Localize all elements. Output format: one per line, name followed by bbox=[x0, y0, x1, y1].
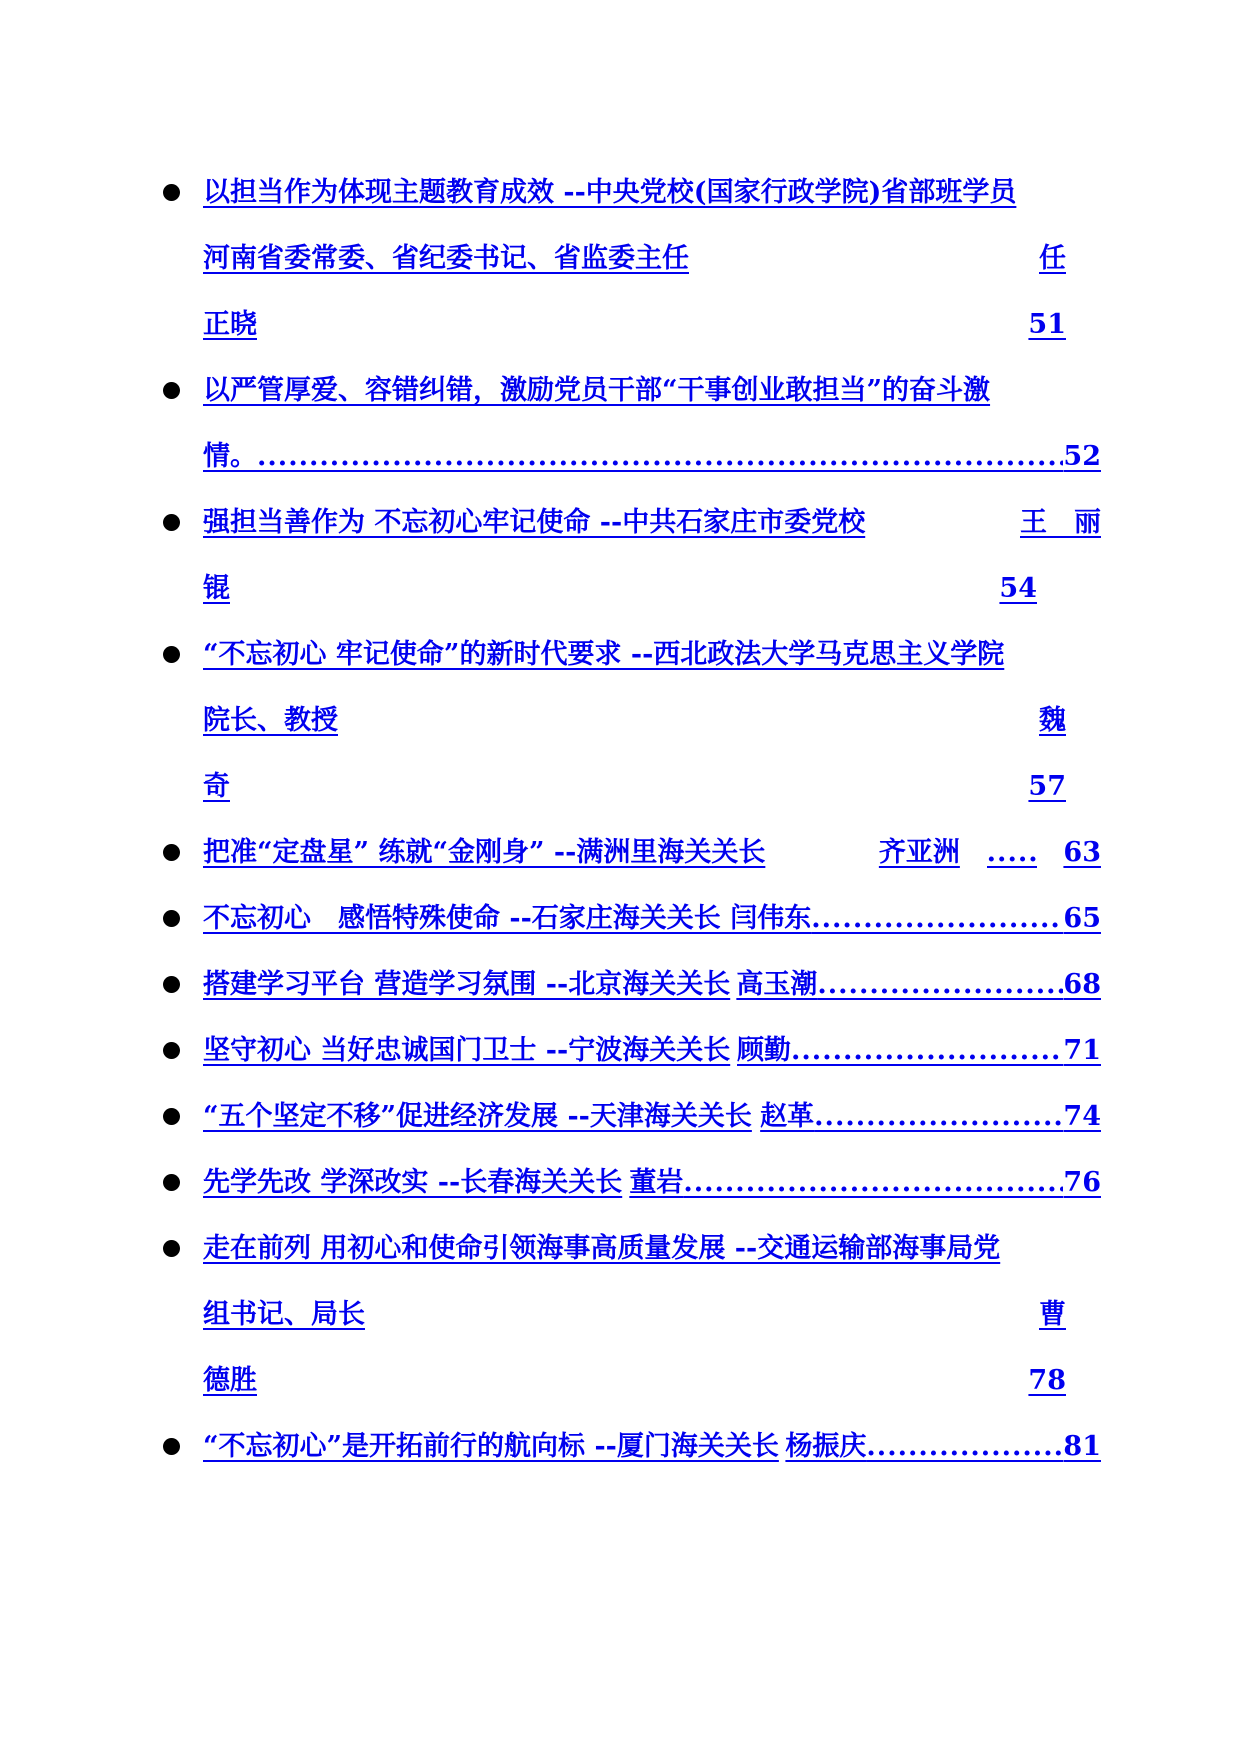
toc-author: 锟 bbox=[203, 573, 230, 604]
toc-link-text[interactable]: 走在前列 用初心和使命引领海事高质量发展 --交通运输部海事局党 bbox=[203, 1233, 1001, 1264]
bullet-icon bbox=[163, 1174, 180, 1191]
toc-text: 院长、教授 bbox=[203, 705, 338, 736]
bullet-icon bbox=[163, 1240, 180, 1257]
toc-author: 顾勤 bbox=[737, 1035, 791, 1066]
toc-author: 魏 bbox=[1039, 705, 1066, 736]
toc-leader bbox=[817, 952, 1063, 1018]
toc-author: 高玉潮 bbox=[736, 969, 818, 1000]
bullet-icon bbox=[163, 1108, 180, 1125]
toc-entry[interactable] bbox=[160, 1084, 1110, 1150]
toc-text: 情。 bbox=[203, 441, 257, 472]
toc-link-text[interactable] bbox=[203, 1282, 1066, 1348]
toc-page-number: 52 bbox=[1063, 441, 1101, 472]
toc-leader bbox=[987, 820, 1037, 886]
toc-title: 先学先改 学深改实 --长春海关关长 bbox=[203, 1167, 623, 1198]
toc-link-text[interactable] bbox=[203, 226, 1066, 292]
toc-page-number: 74 bbox=[1063, 1101, 1101, 1132]
toc-page-number: 63 bbox=[1063, 837, 1101, 868]
toc-link-text[interactable]: 以严管厚爱、容错纠错，激励党员干部“干事创业敢担当”的奋斗激 bbox=[203, 375, 991, 406]
bullet-icon bbox=[163, 382, 180, 399]
toc-page-number: 57 bbox=[1028, 771, 1066, 802]
toc-leader bbox=[257, 424, 1063, 490]
toc-leader bbox=[791, 1018, 1063, 1084]
toc-link-text[interactable] bbox=[203, 754, 1066, 820]
toc-link-text[interactable] bbox=[203, 1150, 1101, 1216]
toc-link-text[interactable] bbox=[203, 556, 1037, 622]
toc-title: 不忘初心 感悟特殊使命 --石家庄海关关长 闫伟东 bbox=[203, 903, 812, 934]
toc-entry[interactable] bbox=[160, 1216, 1110, 1414]
toc-link-text[interactable] bbox=[203, 820, 1101, 886]
toc-link-text[interactable] bbox=[203, 886, 1101, 952]
table-of-contents bbox=[160, 160, 1110, 1480]
toc-page-number: 51 bbox=[1028, 309, 1066, 340]
toc-author: 王 丽 bbox=[1020, 507, 1101, 538]
toc-entry[interactable] bbox=[160, 358, 1110, 490]
toc-author: 赵革 bbox=[760, 1101, 815, 1132]
toc-text: 强担当善作为 不忘初心牢记使命 --中共石家庄市委党校 bbox=[203, 507, 866, 538]
bullet-icon bbox=[163, 844, 180, 861]
toc-entry[interactable] bbox=[160, 490, 1110, 622]
bullet-icon bbox=[163, 910, 180, 927]
toc-leader bbox=[866, 1414, 1063, 1480]
toc-entry[interactable] bbox=[160, 886, 1110, 952]
toc-text: 河南省委常委、省纪委书记、省监委主任 bbox=[203, 243, 689, 274]
toc-link-text[interactable] bbox=[203, 1018, 1101, 1084]
toc-leader bbox=[683, 1150, 1063, 1216]
toc-page-number: 65 bbox=[1063, 903, 1101, 934]
toc-page-number: 68 bbox=[1063, 969, 1101, 1000]
toc-page-number: 78 bbox=[1028, 1365, 1066, 1396]
toc-link-text[interactable]: “不忘初心 牢记使命”的新时代要求 --西北政法大学马克思主义学院 bbox=[203, 639, 1005, 670]
toc-author: 杨振庆 bbox=[785, 1431, 867, 1462]
toc-title: 搭建学习平台 营造学习氛围 --北京海关关长 bbox=[203, 969, 731, 1000]
toc-author: 董岩 bbox=[629, 1167, 684, 1198]
toc-leader bbox=[811, 886, 1063, 952]
toc-page-number: 71 bbox=[1063, 1035, 1101, 1066]
toc-link-text[interactable] bbox=[203, 952, 1101, 1018]
toc-author: 奇 bbox=[203, 771, 230, 802]
bullet-icon bbox=[163, 1042, 180, 1059]
bullet-icon bbox=[163, 1438, 180, 1455]
toc-link-text[interactable]: 以担当作为体现主题教育成效 --中央党校(国家行政学院)省部班学员 bbox=[203, 177, 1017, 208]
toc-page-number: 76 bbox=[1063, 1167, 1101, 1198]
toc-title: 把准“定盘星” 练就“金刚身” --满洲里海关关长 bbox=[203, 837, 766, 868]
toc-author: 任 bbox=[1039, 243, 1066, 274]
toc-entry[interactable] bbox=[160, 160, 1110, 358]
bullet-icon bbox=[163, 184, 180, 201]
toc-text: 组书记、局长 bbox=[203, 1299, 365, 1330]
toc-page-number: 81 bbox=[1063, 1431, 1101, 1462]
toc-title: “五个坚定不移”促进经济发展 --天津海关关长 bbox=[203, 1101, 752, 1132]
bullet-icon bbox=[163, 646, 180, 663]
bullet-icon bbox=[163, 514, 180, 531]
toc-link-text[interactable] bbox=[203, 424, 1101, 490]
toc-entry[interactable] bbox=[160, 1150, 1110, 1216]
toc-entry[interactable] bbox=[160, 820, 1110, 886]
toc-link-text[interactable] bbox=[203, 688, 1066, 754]
toc-author: 正晓 bbox=[203, 309, 257, 340]
bullet-icon bbox=[163, 976, 180, 993]
toc-link-text[interactable] bbox=[203, 1348, 1066, 1414]
toc-leader bbox=[814, 1084, 1063, 1150]
toc-link-text[interactable] bbox=[203, 292, 1066, 358]
toc-entry[interactable] bbox=[160, 952, 1110, 1018]
toc-page-number: 54 bbox=[999, 573, 1037, 604]
toc-title: “不忘初心”是开拓前行的航向标 --厦门海关关长 bbox=[203, 1431, 779, 1462]
toc-entry[interactable] bbox=[160, 622, 1110, 820]
toc-link-text[interactable] bbox=[203, 1414, 1101, 1480]
toc-author: 曹 bbox=[1039, 1299, 1066, 1330]
toc-author: 德胜 bbox=[203, 1365, 257, 1396]
toc-link-text[interactable] bbox=[203, 1084, 1101, 1150]
toc-title: 坚守初心 当好忠诚国门卫士 --宁波海关关长 bbox=[203, 1035, 731, 1066]
toc-author: 齐亚洲 bbox=[878, 837, 960, 868]
toc-entry[interactable] bbox=[160, 1414, 1110, 1480]
toc-link-text[interactable] bbox=[203, 490, 1101, 556]
toc-entry[interactable] bbox=[160, 1018, 1110, 1084]
